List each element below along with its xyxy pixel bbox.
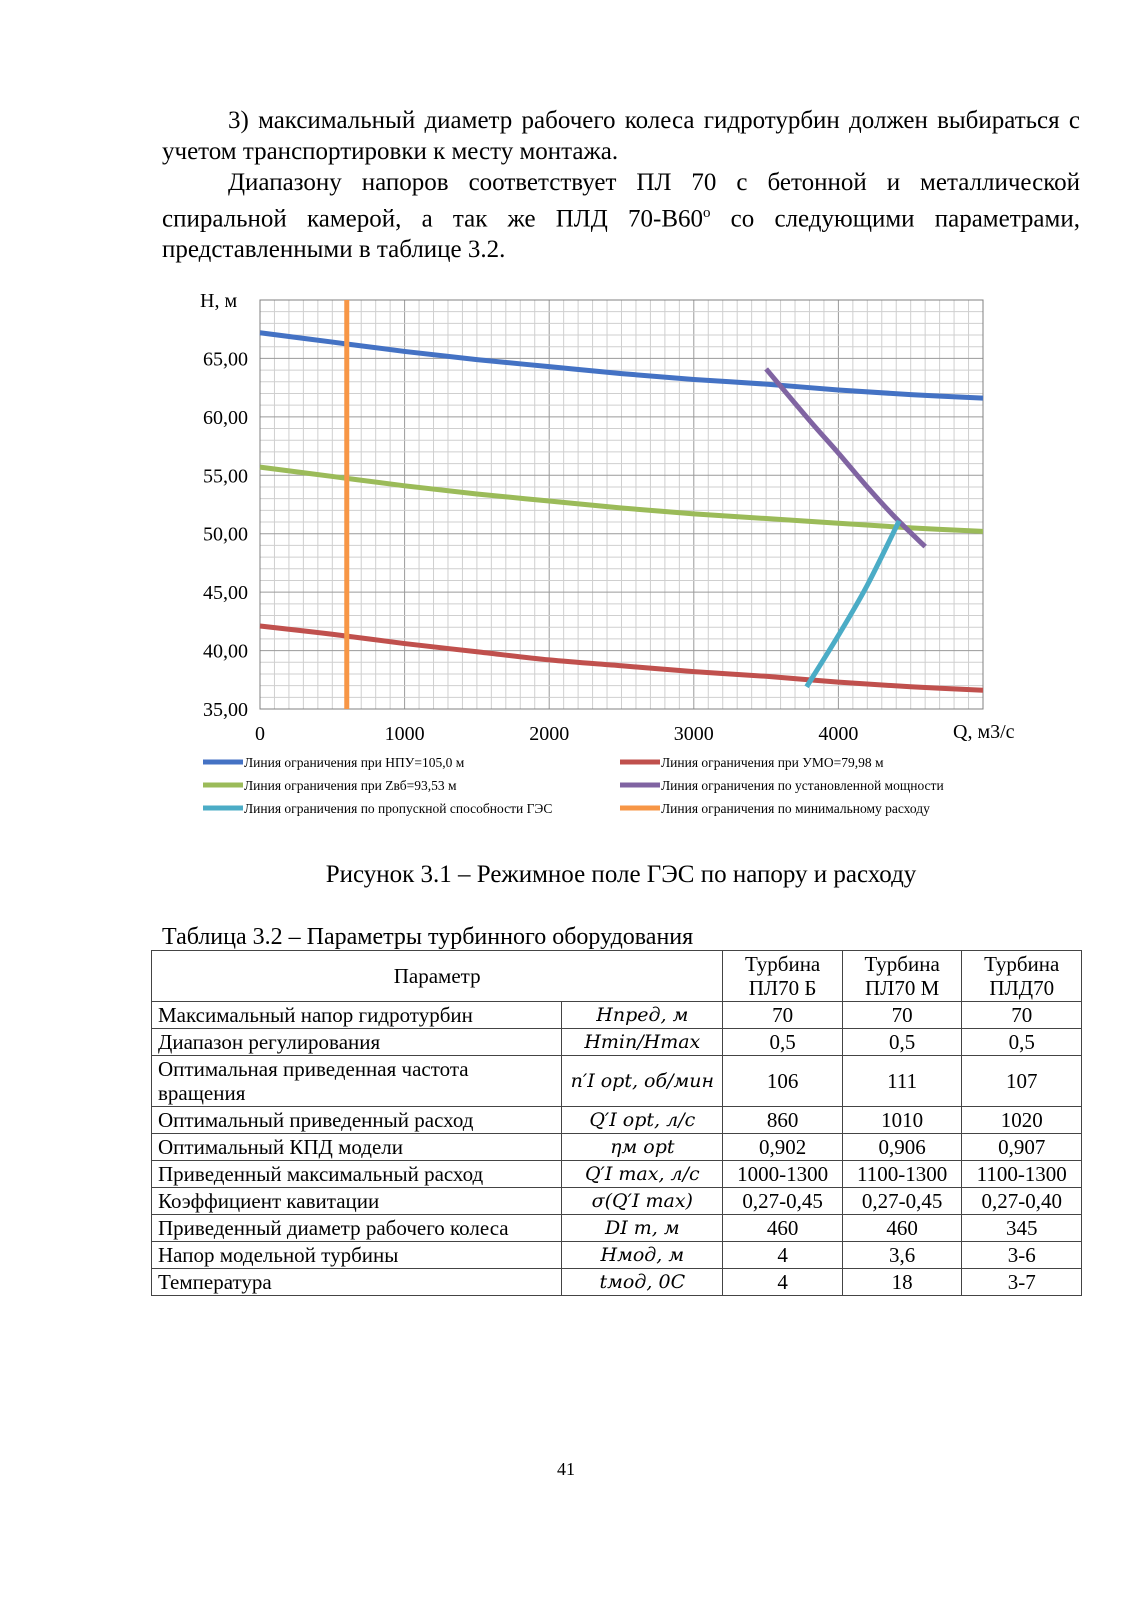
value-pl70b-cell: 70 [723,1002,843,1029]
header-turbine-pl70b-line1: Турбина [744,952,821,976]
x-tick-label: 1000 [384,723,425,745]
value-pl70m-cell: 0,27-0,45 [842,1188,962,1215]
x-tick-label: 0 [255,723,265,745]
legend-label: Линия ограничения по установленной мощности [661,778,944,793]
param-symbol-cell: DI m, м [562,1215,723,1242]
value-pl70b-cell: 0,902 [723,1134,843,1161]
param-name-cell: Приведенный диаметр рабочего колеса [152,1215,562,1242]
table-row [152,1242,1082,1269]
param-name-cell: Приведенный максимальный расход [152,1161,562,1188]
value-pl70m-cell: 1010 [842,1107,962,1134]
table-row [152,1269,1082,1296]
param-symbol-cell: Hmin/Hmax [562,1029,723,1056]
value-pl70m-cell: 1100-1300 [842,1161,962,1188]
y-tick-label: 60,00 [203,406,248,429]
value-pl70b-cell: 460 [723,1215,843,1242]
param-symbol-cell: n′I opt, об/мин [562,1056,723,1107]
table-row [152,1056,1082,1107]
value-pl70m-cell: 0,5 [842,1029,962,1056]
value-pl70b-cell: 4 [723,1269,843,1296]
legend-label: Линия ограничения при УМО=79,98 м [661,755,884,770]
value-pld70-cell: 0,907 [962,1134,1082,1161]
figure-caption: Рисунок 3.1 – Режимное поле ГЭС по напору и расходу [325,861,917,888]
value-pld70-cell: 0,5 [962,1029,1082,1056]
paragraph-1: 3) максимальный диаметр рабочего колеса гидротурбин должен выбираться с учетом транспортировки к месту монтажа. [162,107,1080,165]
y-tick-label: 40,00 [203,640,248,663]
table-row [152,1002,1082,1029]
legend-label: Линия ограничения по пропускной способности ГЭС [244,801,553,816]
param-symbol-cell: tмод, 0С [562,1269,723,1296]
table-row [152,1215,1082,1242]
value-pld70-cell: 70 [962,1002,1082,1029]
value-pl70b-cell: 0,5 [723,1029,843,1056]
table-row [152,1161,1082,1188]
value-pl70b-cell: 4 [723,1242,843,1269]
value-pl70m-cell: 3,6 [842,1242,962,1269]
value-pl70b-cell: 106 [723,1056,843,1107]
legend-label: Линия ограничения при Zвб=93,53 м [244,778,457,793]
chart-legend [203,755,944,816]
param-name-cell: Коэффициент кавитации [152,1188,562,1215]
value-pl70b-cell: 1000-1300 [723,1161,843,1188]
table-title: Таблица 3.2 – Параметры турбинного оборудования [162,924,694,950]
y-tick-label: 45,00 [203,582,248,605]
table-row [152,1134,1082,1161]
chart-grid [260,300,983,709]
x-tick-label: 3000 [673,723,714,745]
legend-label: Линия ограничения при НПУ=105,0 м [244,755,465,770]
value-pl70b-cell: 0,27-0,45 [723,1188,843,1215]
y-tick-label: 65,00 [203,348,248,371]
header-turbine-pld70 [962,951,1082,1002]
param-name-cell: Температура [152,1269,562,1296]
param-name-cell: Оптимальная приведенная частота вращения [152,1056,562,1107]
paragraph-2-text: Диапазону напоров соответствует ПЛ 70 с бетонной и металлической спиральной камерой, а так же ПЛД 70-В60 [162,169,1080,233]
header-turbine-pl70m [842,951,962,1002]
y-tick-label: 55,00 [203,465,248,488]
param-symbol-cell: Q′I opt, л/с [562,1107,723,1134]
header-turbine-pld70-line1: Турбина [984,952,1060,976]
param-name-cell: Напор модельной турбины [152,1242,562,1269]
header-turbine-pld70-line2: ПЛД70 [989,976,1055,1000]
value-pl70m-cell: 460 [842,1215,962,1242]
y-tick-label: 50,00 [203,523,248,546]
table-row [152,1107,1082,1134]
value-pld70-cell: 345 [962,1215,1082,1242]
value-pl70m-cell: 111 [842,1056,962,1107]
x-axis-label: Q, м3/с [953,721,1015,743]
param-name-cell: Диапазон регулирования [152,1029,562,1056]
x-tick-label: 2000 [529,723,570,745]
table-row [152,1188,1082,1215]
paragraph-2 [162,167,1080,265]
header-turbine-pl70m-line2: ПЛ70 М [864,976,940,1000]
value-pld70-cell: 3-7 [962,1269,1082,1296]
value-pld70-cell: 1020 [962,1107,1082,1134]
header-parameter: Параметр [152,951,723,1002]
value-pl70m-cell: 0,906 [842,1134,962,1161]
value-pld70-cell: 107 [962,1056,1082,1107]
param-name-cell: Оптимальный приведенный расход [152,1107,562,1134]
header-turbine-pl70b [723,951,843,1002]
table-row [152,1029,1082,1056]
x-tick-label: 4000 [818,723,859,745]
legend-label: Линия ограничения по минимальному расходу [661,801,930,816]
regime-field-chart [180,282,1030,822]
param-name-cell: Оптимальный КПД модели [152,1134,562,1161]
y-tick-label: 35,00 [203,699,248,721]
value-pl70b-cell: 860 [723,1107,843,1134]
param-symbol-cell: ηм opt [562,1134,723,1161]
param-name-cell: Максимальный напор гидротурбин [152,1002,562,1029]
value-pl70m-cell: 70 [842,1002,962,1029]
paragraph-2-tail: со следующими параметрами, представленными в таблице 3.2. [162,205,1080,264]
value-pld70-cell: 0,27-0,40 [962,1188,1082,1215]
degree-superscript: о [703,205,711,221]
param-symbol-cell: σ(Q′I max) [562,1188,723,1215]
header-turbine-pl70m-line1: Турбина [864,952,940,976]
param-symbol-cell: Hпред, м [562,1002,723,1029]
value-pld70-cell: 1100-1300 [962,1161,1082,1188]
page-number: 41 [557,1459,575,1479]
param-symbol-cell: Q′I max, л/с [562,1161,723,1188]
table-header-row [152,951,1082,1002]
table-body [152,1002,1082,1296]
param-symbol-cell: Hмод, м [562,1242,723,1269]
value-pl70m-cell: 18 [842,1269,962,1296]
value-pld70-cell: 3-6 [962,1242,1082,1269]
parameters-table [151,950,1082,1296]
y-axis-label: Н, м [200,290,238,312]
header-turbine-pl70b-line2: ПЛ70 Б [748,976,817,1000]
